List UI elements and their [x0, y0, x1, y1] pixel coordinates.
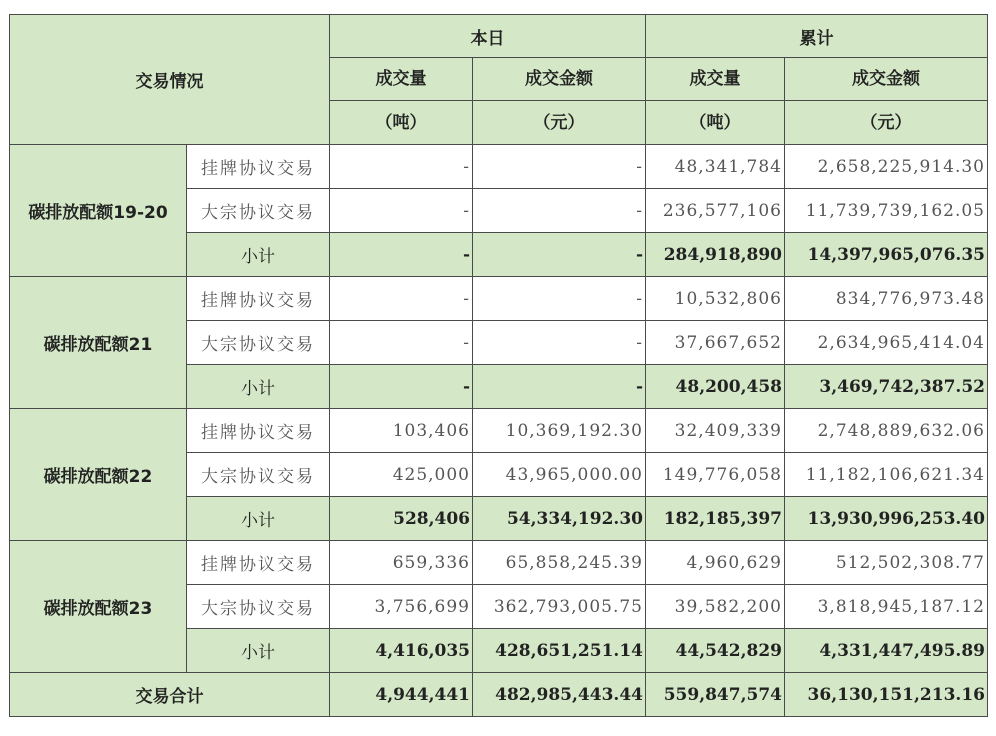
today-amount: - [473, 321, 646, 365]
trading-summary-table [9, 14, 988, 717]
today-amount: - [473, 145, 646, 189]
cumulative-amount: 3,469,742,387.52 [785, 365, 988, 409]
trade-type: 大宗协议交易 [187, 453, 330, 497]
trade-type: 大宗协议交易 [187, 189, 330, 233]
cumulative-amount: 11,182,106,621.34 [785, 453, 988, 497]
cumulative-volume: 4,960,629 [646, 541, 785, 585]
cumulative-volume: 48,341,784 [646, 145, 785, 189]
today-volume: 4,416,035 [330, 629, 473, 673]
cumulative-volume: 149,776,058 [646, 453, 785, 497]
today-amount: - [473, 277, 646, 321]
trade-type: 大宗协议交易 [187, 585, 330, 629]
cumulative-volume: 48,200,458 [646, 365, 785, 409]
cumulative-volume: 236,577,106 [646, 189, 785, 233]
trade-type: 小计 [187, 365, 330, 409]
today-amount: - [473, 365, 646, 409]
cum-amount-header: 成交金额 [785, 58, 988, 101]
today-volume: - [330, 365, 473, 409]
trade-type: 小计 [187, 497, 330, 541]
group-name: 碳排放配额23 [10, 541, 187, 673]
today-amount: 54,334,192.30 [473, 497, 646, 541]
trade-type: 挂牌协议交易 [187, 277, 330, 321]
total-row [10, 673, 988, 717]
table-row [10, 145, 988, 189]
table-row [10, 409, 988, 453]
cumulative-volume: 44,542,829 [646, 629, 785, 673]
today-amount: 10,369,192.30 [473, 409, 646, 453]
trade-type: 大宗协议交易 [187, 321, 330, 365]
cumulative-volume: 182,185,397 [646, 497, 785, 541]
trade-type: 挂牌协议交易 [187, 145, 330, 189]
cumulative-volume: 39,582,200 [646, 585, 785, 629]
today-amount: 428,651,251.14 [473, 629, 646, 673]
group-name: 碳排放配额22 [10, 409, 187, 541]
cum-volume-unit: （吨） [646, 101, 785, 145]
today-volume: 659,336 [330, 541, 473, 585]
trade-type: 小计 [187, 233, 330, 277]
group-name: 碳排放配额19-20 [10, 145, 187, 277]
today-amount: - [473, 189, 646, 233]
today-volume-header: 成交量 [330, 58, 473, 101]
trade-type: 小计 [187, 629, 330, 673]
today-amount: 362,793,005.75 [473, 585, 646, 629]
today-volume: - [330, 321, 473, 365]
cumulative-amount: 4,331,447,495.89 [785, 629, 988, 673]
cumulative-amount: 834,776,973.48 [785, 277, 988, 321]
total-today-amount: 482,985,443.44 [473, 673, 646, 717]
today-volume: 103,406 [330, 409, 473, 453]
trade-type: 挂牌协议交易 [187, 541, 330, 585]
today-volume: - [330, 233, 473, 277]
total-today-volume: 4,944,441 [330, 673, 473, 717]
cumulative-amount: 2,748,889,632.06 [785, 409, 988, 453]
cum-amount-unit: （元） [785, 101, 988, 145]
cumulative-amount: 14,397,965,076.35 [785, 233, 988, 277]
today-volume: 425,000 [330, 453, 473, 497]
cumulative-amount: 512,502,308.77 [785, 541, 988, 585]
cumulative-volume: 284,918,890 [646, 233, 785, 277]
cumulative-volume: 32,409,339 [646, 409, 785, 453]
cumulative-amount: 2,658,225,914.30 [785, 145, 988, 189]
group-name: 碳排放配额21 [10, 277, 187, 409]
header-row-1 [10, 15, 988, 58]
cum-volume-header: 成交量 [646, 58, 785, 101]
today-volume: 528,406 [330, 497, 473, 541]
total-cumulative-volume: 559,847,574 [646, 673, 785, 717]
total-label: 交易合计 [10, 673, 330, 717]
today-amount-header: 成交金额 [473, 58, 646, 101]
table-row [10, 541, 988, 585]
today-volume: - [330, 189, 473, 233]
cumulative-amount: 11,739,739,162.05 [785, 189, 988, 233]
today-amount: 65,858,245.39 [473, 541, 646, 585]
cumulative-amount: 3,818,945,187.12 [785, 585, 988, 629]
today-amount: - [473, 233, 646, 277]
today-amount: 43,965,000.00 [473, 453, 646, 497]
cumulative-header: 累计 [646, 15, 988, 58]
today-header: 本日 [330, 15, 646, 58]
cumulative-amount: 2,634,965,414.04 [785, 321, 988, 365]
today-volume: - [330, 277, 473, 321]
cumulative-volume: 37,667,652 [646, 321, 785, 365]
today-amount-unit: （元） [473, 101, 646, 145]
total-cumulative-amount: 36,130,151,213.16 [785, 673, 988, 717]
trade-type: 挂牌协议交易 [187, 409, 330, 453]
today-volume: - [330, 145, 473, 189]
today-volume-unit: （吨） [330, 101, 473, 145]
today-volume: 3,756,699 [330, 585, 473, 629]
cumulative-amount: 13,930,996,253.40 [785, 497, 988, 541]
table-row [10, 277, 988, 321]
row-label-header: 交易情况 [10, 15, 330, 145]
cumulative-volume: 10,532,806 [646, 277, 785, 321]
